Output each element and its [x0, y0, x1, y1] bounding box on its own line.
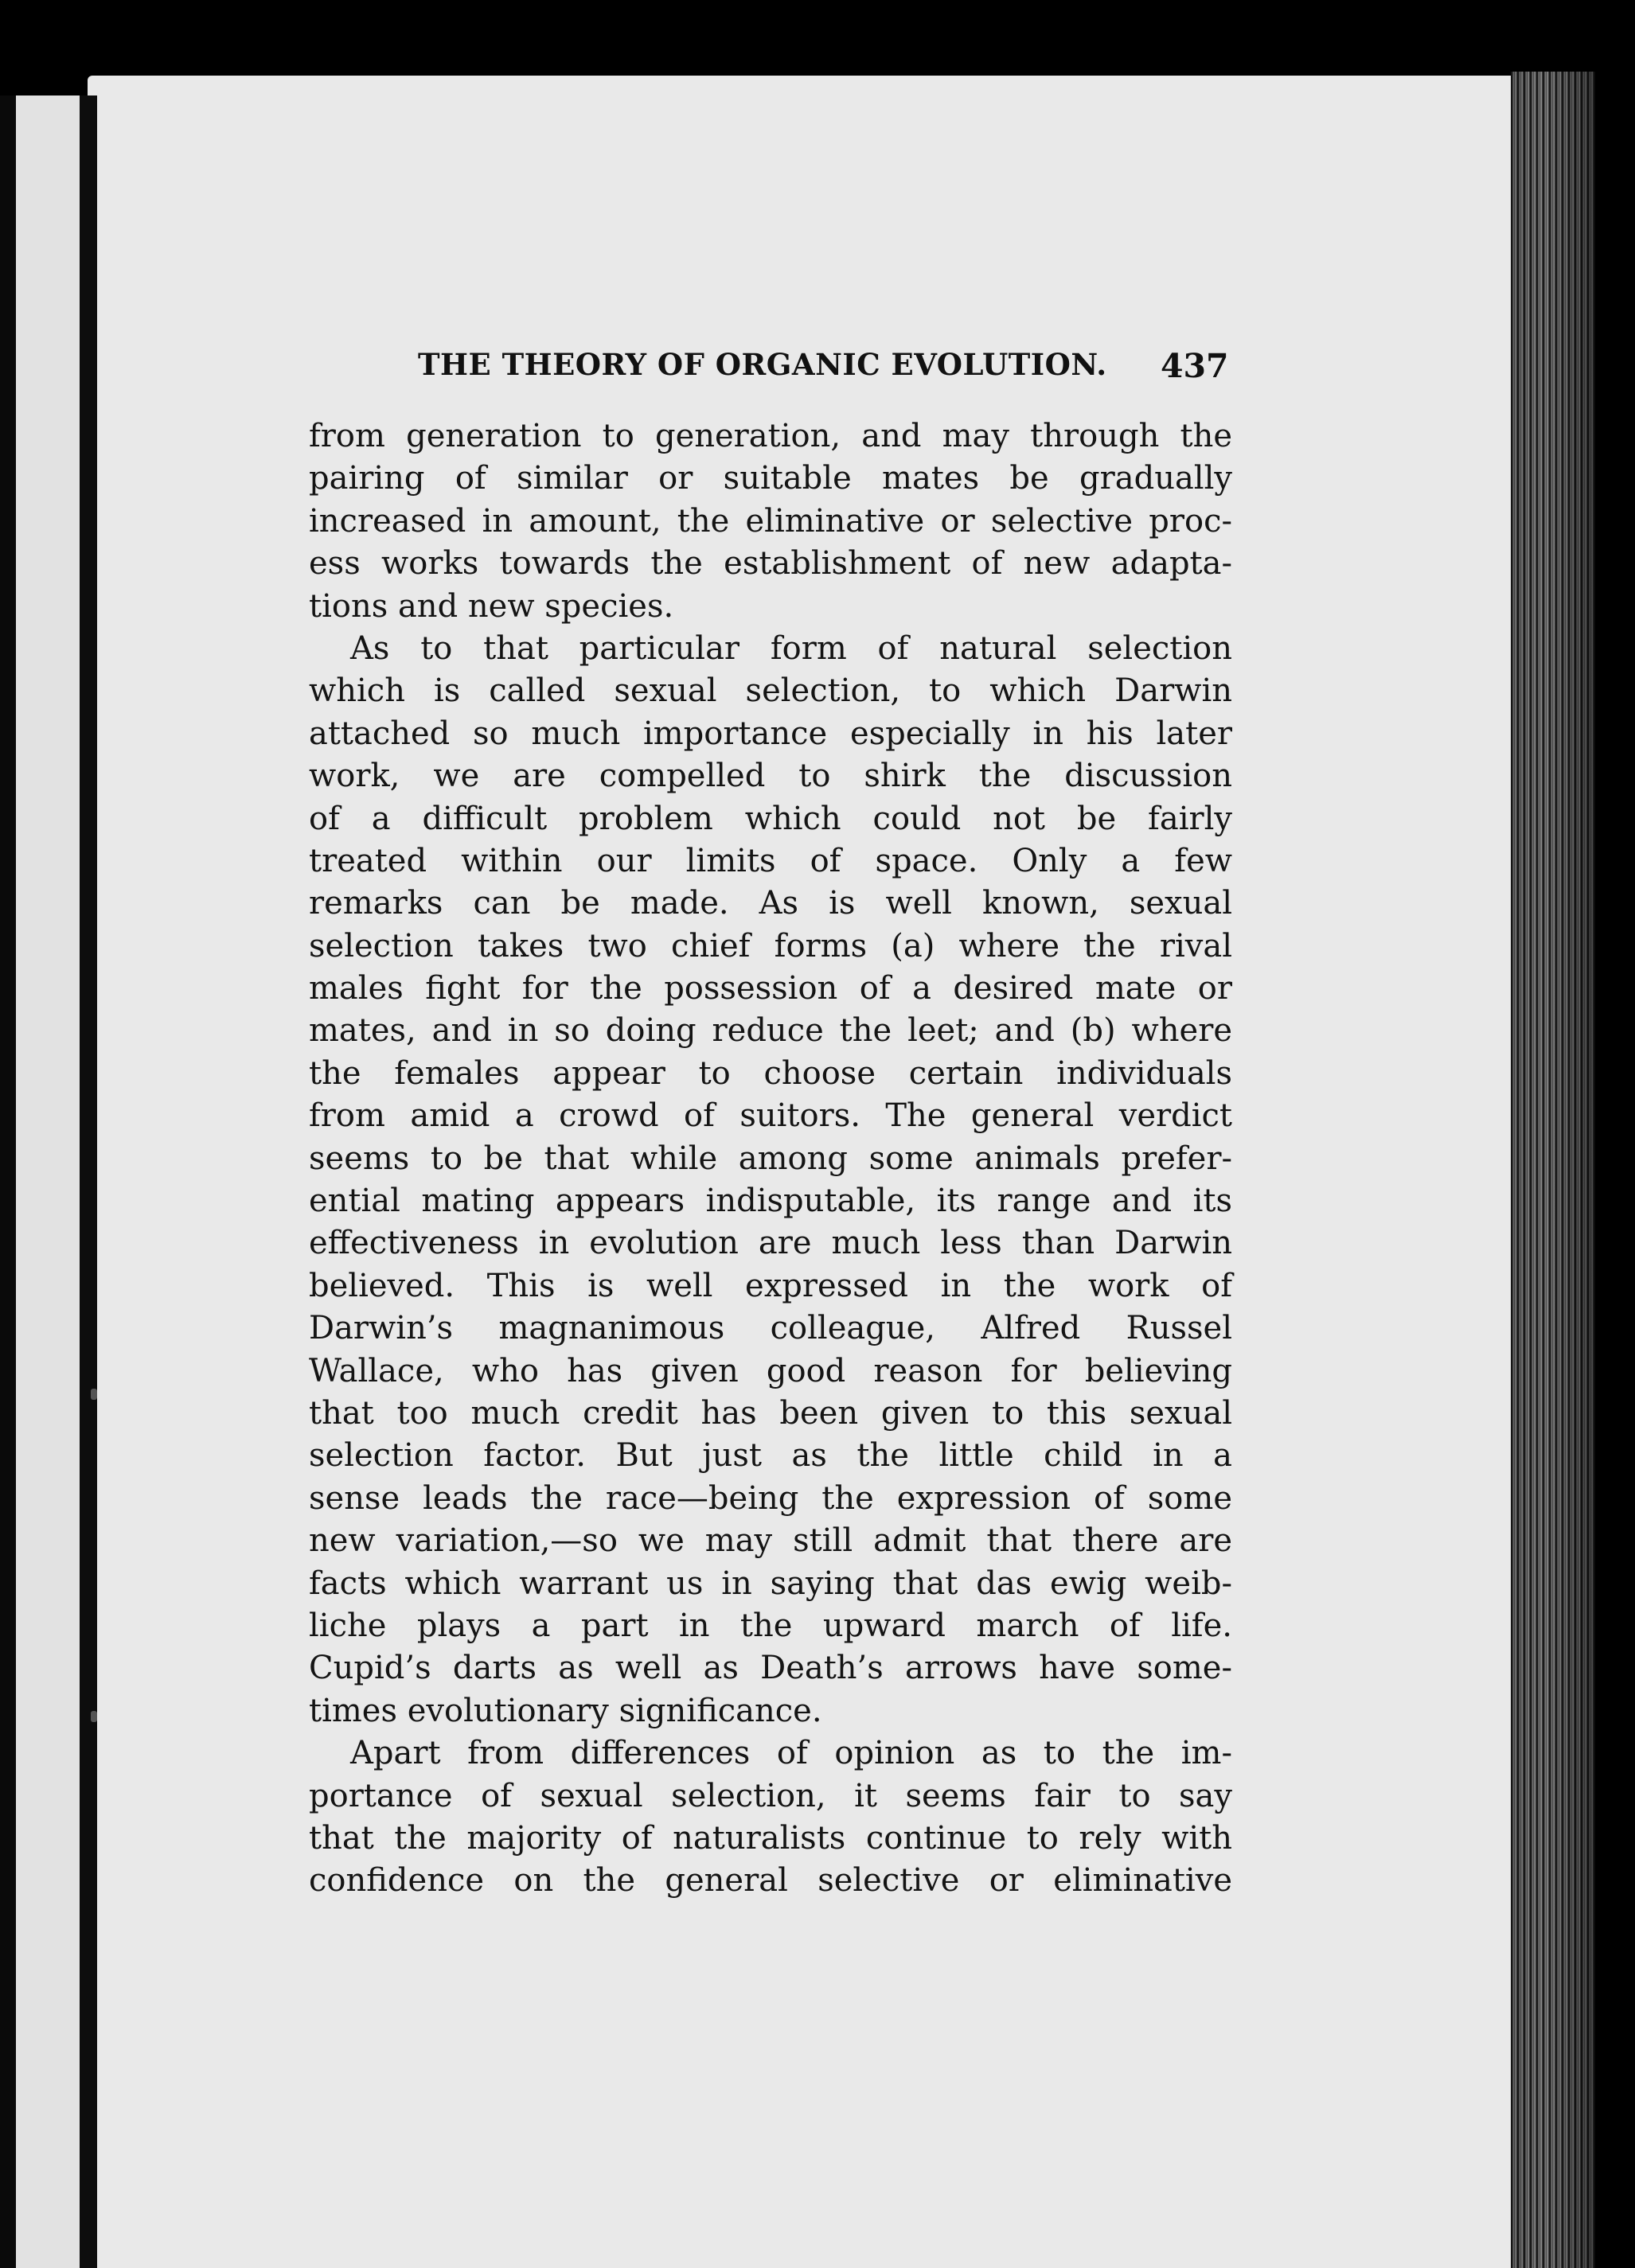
running-head — [418, 347, 1230, 382]
text-line: of a difficult problem which could not be fairly — [309, 800, 1232, 837]
text-line: Cupid’s darts as well as Death’s arrows have some- — [309, 1650, 1232, 1687]
text-line: males fight for the possession of a desired mate or — [309, 970, 1232, 1007]
running-head-title: THE THEORY OF ORGANIC EVOLUTION. — [418, 347, 1107, 382]
text-line: confidence on the general selective or eliminative — [309, 1862, 1232, 1900]
margin-speck — [91, 1389, 97, 1400]
text-line: which is called sexual selection, to which Darwin — [309, 672, 1232, 710]
text-line: ential mating appears indisputable, its range and its — [309, 1183, 1232, 1220]
text-line: Wallace, who has given good reason for believing — [309, 1352, 1232, 1389]
text-line: liche plays a part in the upward march of life. — [309, 1607, 1232, 1644]
text-line: pairing of similar or suitable mates be gradually — [309, 460, 1232, 497]
text-line: As to that particular form of natural selection — [350, 629, 1232, 667]
page-gutter — [80, 95, 97, 2268]
text-line: times evolutionary significance. — [309, 1692, 822, 1729]
text-line: from generation to generation, and may through the — [309, 418, 1232, 454]
text-line: portance of sexual selection, it seems fair to say — [309, 1777, 1232, 1814]
text-line: the females appear to choose certain individuals — [309, 1054, 1232, 1092]
text-line: effectiveness in evolution are much less than Darwin — [309, 1225, 1232, 1262]
margin-speck — [91, 1711, 97, 1722]
text-line: increased in amount, the eliminative or selective proc- — [309, 502, 1232, 540]
text-line: remarks can be made. As is well known, sexual — [309, 885, 1232, 922]
body-text — [309, 415, 1232, 1903]
text-line: from amid a crowd of suitors. The general verdict — [309, 1097, 1232, 1135]
page-number: 437 — [1161, 347, 1229, 385]
text-line: Apart from differences of opinion as to the im- — [350, 1735, 1232, 1772]
text-line: treated within our limits of space. Only a few — [309, 842, 1232, 879]
text-line: seems to be that while among some animals prefer- — [309, 1140, 1232, 1177]
text-line: Darwin’s magnanimous colleague, Alfred Russel — [309, 1310, 1232, 1347]
left-binding-shadow — [0, 95, 16, 2268]
text-line: that the majority of naturalists continue to rely with — [309, 1819, 1232, 1857]
text-line: new variation,—so we may still admit that there are — [309, 1522, 1232, 1560]
text-line: sense leads the race—being the expression of some — [309, 1479, 1232, 1517]
text-line: selection factor. But just as the little child in a — [309, 1437, 1232, 1475]
text-line: attached so much importance especially in his later — [309, 715, 1232, 752]
text-line: selection takes two chief forms (a) where the rival — [309, 927, 1232, 964]
text-line: ess works towards the establishment of new adapta- — [309, 545, 1232, 583]
text-line: that too much credit has been given to this sexual — [309, 1394, 1232, 1432]
left-page-edge — [16, 95, 88, 2268]
text-line: believed. This is well expressed in the work of — [309, 1267, 1232, 1304]
text-line: facts which warrant us in saying that das ewig weib- — [309, 1565, 1232, 1602]
fore-edge-shading — [1511, 72, 1595, 2268]
text-line: mates, and in so doing reduce the leet; and (b) where — [309, 1012, 1232, 1050]
text-line: tions and new species. — [309, 587, 674, 625]
text-line: work, we are compelled to shirk the discussion — [309, 758, 1232, 795]
